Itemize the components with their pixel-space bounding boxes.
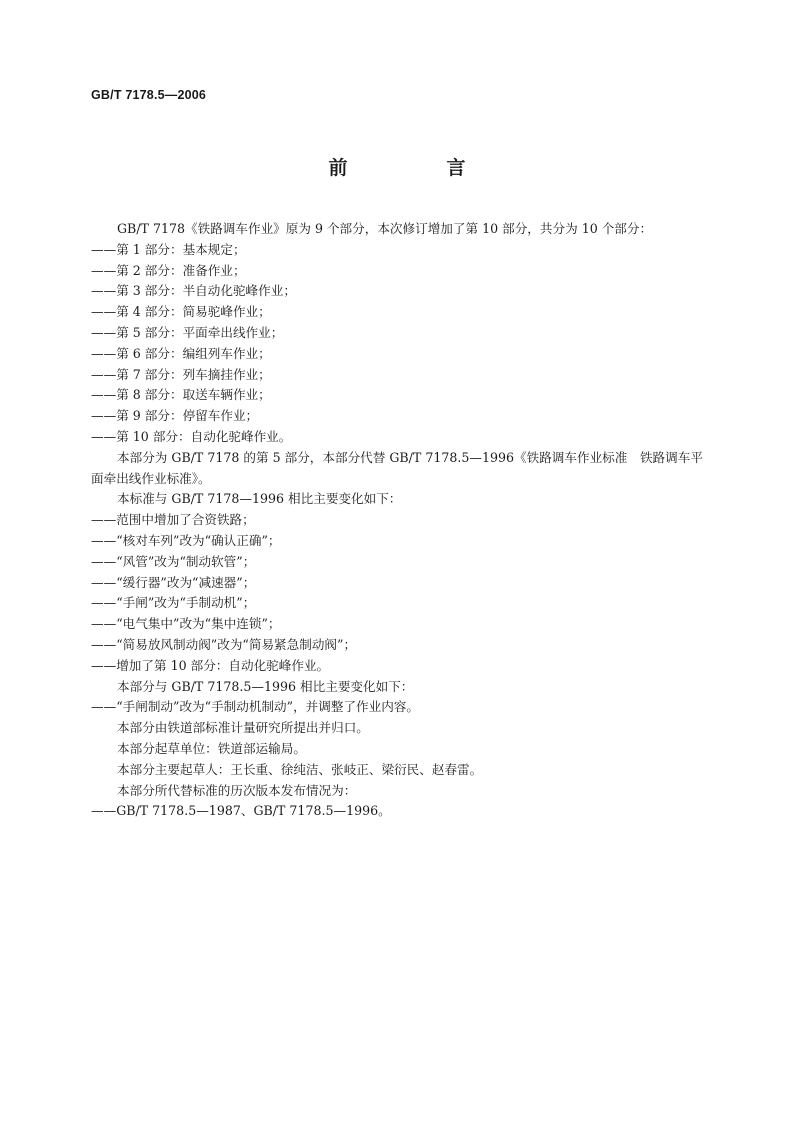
list-item: ——GB/T 7178.5—1987、GB/T 7178.5—1996。	[91, 803, 391, 819]
list-item: ——第 10 部分：自动化驼峰作业。	[91, 428, 292, 444]
foreword-body	[91, 219, 711, 822]
list-item: ——第 4 部分：简易驼峰作业；	[91, 304, 271, 320]
list-item: ——范围中增加了合资铁路；	[91, 512, 255, 528]
list-item: ——第 1 部分：基本规定；	[91, 241, 246, 257]
list-item: ——“简易放风制动阀”改为“简易紧急制动阀”；	[91, 636, 357, 652]
list-item: ——“缓行器”改为“减速器”；	[91, 574, 256, 590]
paragraph-drafters: 本部分主要起草人：王长重、徐纯洁、张岐正、梁衍民、赵春雷。	[117, 761, 483, 777]
list-item: ——第 8 部分：取送车辆作业；	[91, 387, 271, 403]
paragraph-proposer: 本部分由铁道部标准计量研究所提出并归口。	[117, 720, 369, 736]
paragraph-replaces: 本部分为 GB/T 7178 的第 5 部分，本部分代替 GB/T 7178.5—1996《铁路调车作业标准 铁路调车平面牵出线作业标准》。	[91, 449, 703, 486]
list-item: ——增加了第 10 部分：自动化驼峰作业。	[91, 657, 330, 673]
list-item: ——第 6 部分：编组列车作业；	[91, 345, 271, 361]
list-item: ——“手闸制动”改为“手制动机制动”，并调整了作业内容。	[91, 699, 420, 715]
list-item: ——“手闸”改为“手制动机”；	[91, 595, 256, 611]
paragraph-part-changes: 本部分与 GB/T 7178.5—1996 相比主要变化如下：	[117, 678, 414, 694]
list-item: ——“核对车列”改为“确认正确”；	[91, 532, 281, 548]
list-item: ——“电气集中”改为“集中连锁”；	[91, 616, 281, 632]
paragraph-changes-intro: 本标准与 GB/T 7178—1996 相比主要变化如下：	[117, 491, 402, 507]
paragraph-intro: GB/T 7178《铁路调车作业》原为 9 个部分，本次修订增加了第 10 部分，共分为 10 个部分：	[117, 221, 653, 236]
list-item: ——第 7 部分：列车摘挂作业；	[91, 366, 271, 382]
list-item: ——“风管”改为“制动软管”；	[91, 553, 256, 569]
list-item: ——第 5 部分：平面牵出线作业；	[91, 324, 284, 340]
list-item: ——第 3 部分：半自动化驼峰作业；	[91, 283, 296, 299]
paragraph-history-intro: 本部分所代替标准的历次版本发布情况为：	[117, 782, 357, 798]
page-title: 前 言	[328, 157, 506, 179]
list-item: ——第 2 部分：准备作业；	[91, 262, 246, 278]
list-item: ——第 9 部分：停留车作业；	[91, 408, 259, 424]
document-code: GB/T 7178.5—2006	[91, 88, 207, 102]
paragraph-drafting-unit: 本部分起草单位：铁道部运输局。	[117, 740, 306, 756]
